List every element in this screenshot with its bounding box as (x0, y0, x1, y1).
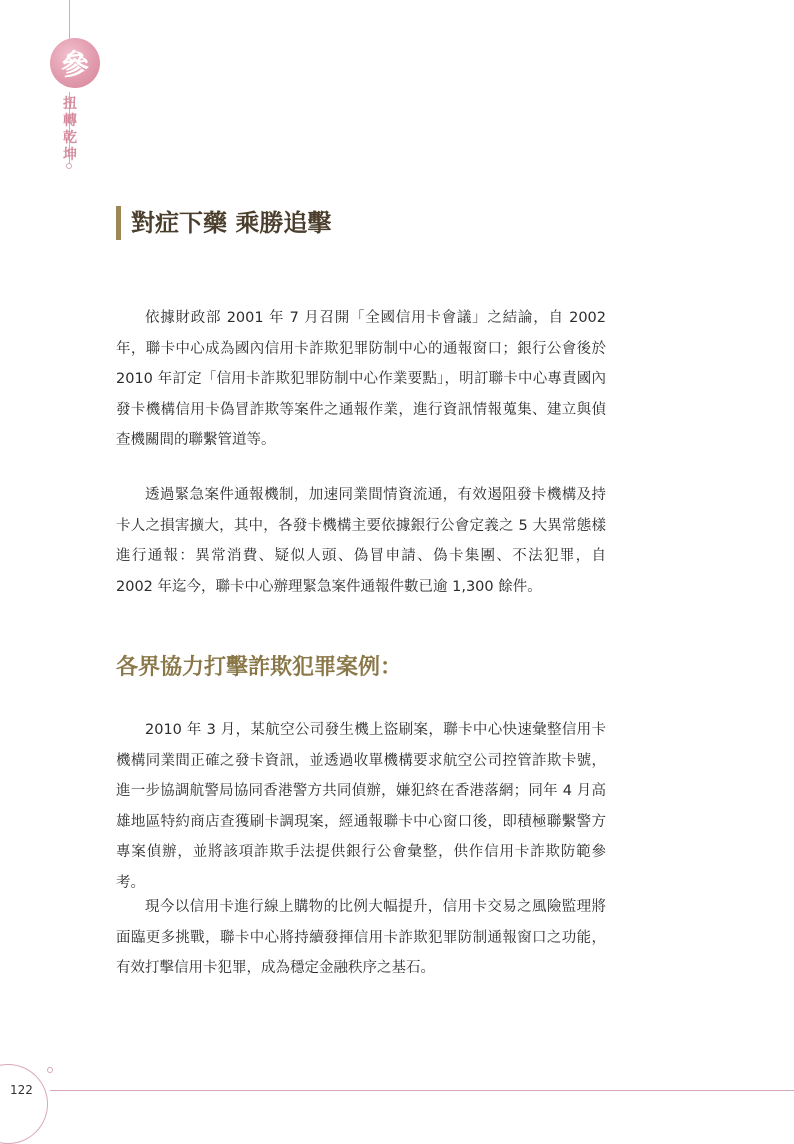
chapter-number-badge: 參 (50, 38, 100, 88)
case-paragraph-1: 2010 年 3 月，某航空公司發生機上盜刷案，聯卡中心快速彙整信用卡機構同業間正確之發卡資訊，並透過收單機構要求航空公司控管詐欺卡號，進一步協調航警局協同香港警方共同偵辦，嫌犯終在香港落網；同年 4 月高雄地區特約商店查獲刷卡調現案，經通報聯卡中心窗口後，即積極聯繫警方專案偵辦，並將該項詐欺手法提供銀行公會彙整，供作信用卡詐欺防範參考。 (116, 722, 606, 891)
paragraph-2: 透過緊急案件通報機制，加速同業間情資流通，有效遏阻發卡機構及持卡人之損害擴大，其中，各發卡機構主要依據銀行公會定義之 5 大異常態樣進行通報：異常消費、疑似人頭、偽冒申請、偽卡集團、不法犯罪，自 2002 年迄今，聯卡中心辦理緊急案件通報件數已逾 1,300 餘件。 (116, 487, 606, 595)
chapter-rail-end-dot (66, 163, 72, 169)
section-title: 對症下藥 乘勝追擊 (116, 206, 331, 240)
chapter-rail-top (69, 0, 70, 40)
subsection-title: 各界協力打擊詐欺犯罪案例： (116, 655, 403, 680)
chapter-title: 扭轉乾坤 (63, 96, 77, 163)
corner-arc-decoration (0, 1064, 48, 1144)
case-paragraph-2: 現今以信用卡進行線上購物的比例大幅提升，信用卡交易之風險監理將面臨更多挑戰，聯卡中心將持續發揮信用卡詐欺犯罪防制通報窗口之功能，有效打擊信用卡犯罪，成為穩定金融秩序之基石。 (116, 899, 606, 976)
footer-dot (47, 1067, 53, 1073)
footer-rule (50, 1090, 794, 1091)
page-number: 122 (10, 1083, 33, 1097)
paragraph-1: 依據財政部 2001 年 7 月召開「全國信用卡會議」之結論，自 2002 年，聯卡中心成為國內信用卡詐欺犯罪防制中心的通報窗口；銀行公會後於 2010 年訂定「信用卡詐欺犯罪防制中心作業要點」，明訂聯卡中心專責國內發卡機構信用卡偽冒詐欺等案件之通報作業，進行資訊情報蒐集、建立與偵查機關間的聯繫管道等。 (116, 310, 606, 448)
